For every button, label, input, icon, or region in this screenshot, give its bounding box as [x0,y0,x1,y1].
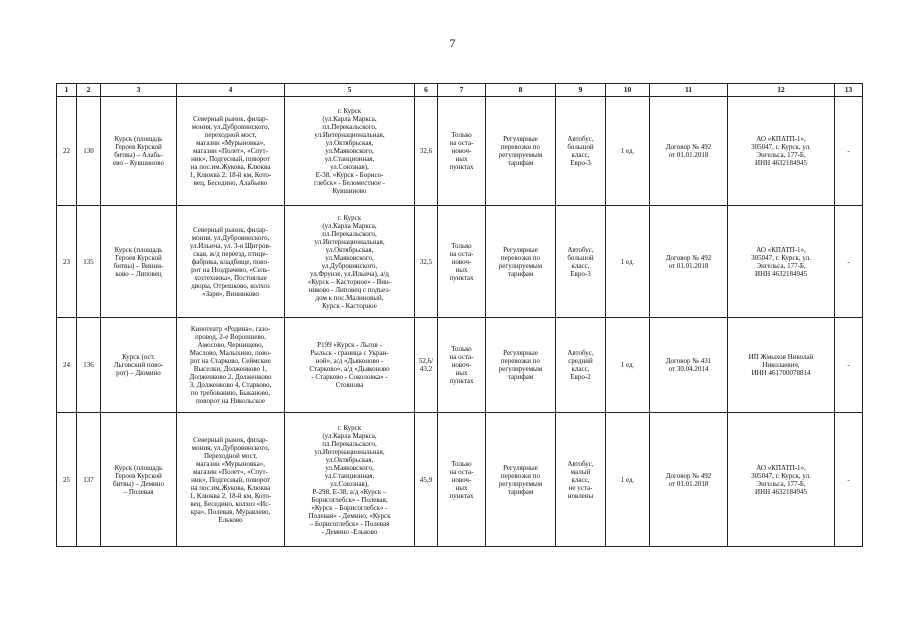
table-cell-col-5: г. Курск (ул.Карла Маркса, пл.Перекальского, ул.Интернациональная, ул.Октябрьская, ул.Маяковского, ул.Станционная, ул.Союзная), Е-38, «Курск - Борисо- глебск» - Беломестное - Кувшиново [285,97,415,206]
table-cell-col-12: ИП Жмыхов Николай Николаевич, ИНН 461700078814 [728,318,835,413]
table-cell-col-13: - [835,413,863,547]
table-cell-col-6: 32,6 [415,97,438,206]
table-cell-col-9: Автобус, большой класс, Евро-3 [556,206,606,318]
header-cell: 12 [728,84,835,97]
table-cell-col-11: Договор № 492 от 01.01.2018 [650,206,728,318]
table-cell-col-7: Только на оста- новоч- ных пунктах [438,97,486,206]
header-cell: 9 [556,84,606,97]
table-row [57,97,863,206]
table-cell-col-12: АО «КПАТП-1», 305047, г. Курск, ул. Энгельса, 177-Б, ИНН 4632184945 [728,206,835,318]
header-cell: 5 [285,84,415,97]
header-cell: 3 [101,84,177,97]
table-cell-col-3: Курск (площадь Героев Курской битвы) – Демино – Полевая [101,413,177,547]
table-cell-col-10: 1 ед. [606,318,650,413]
table-cell-col-7: Только на оста- новоч- ных пунктах [438,318,486,413]
table-cell-col-6: 32,5 [415,206,438,318]
table-cell-col-4: Северный рынок, филар- мония, ул.Дубровинского, переходной мост, магазин «Мурыновка», магазин «Полет», «Спут- ник», Подгесный, поворот на пос.им.Жукова, Клюква 1, Клюква 2, 18-й км, Кото- вец, Беседино, Алабьево [177,97,285,206]
table-cell-col-8: Регулярные перевозки по регулируемым тарифам [486,206,556,318]
table-cell-col-4: Кинотеатр «Родина», газо- провод, 2-е Ворошнево, Амосово, Чернищево, Маслово, Малыхино, пово- рот на Старково, Сеймские Выселки, Долженково 1, Долженково 2, Долженково 3, Долженково 4, Старково, по требованию, Быканово, поворот на Никольское [177,318,285,413]
table-cell-col-1: 25 [57,413,77,547]
header-cell: 2 [77,84,101,97]
page-number: 7 [449,36,456,50]
routes-table [56,83,863,547]
header-cell: 6 [415,84,438,97]
header-cell: 4 [177,84,285,97]
table-cell-col-2: 137 [77,413,101,547]
table-cell-col-12: АО «КПАТП-1», 305047, г. Курск, ул. Энгельса, 177-Б, ИНН 4632184945 [728,413,835,547]
table-cell-col-11: Договор № 492 от 01.01.2018 [650,413,728,547]
table-cell-col-9: Автобус, малый класс, не уста- новлены [556,413,606,547]
table-cell-col-5: г. Курск (ул.Карла Маркса, пл.Перекальского, ул.Интернациональная, ул.Октябрьская, ул.Маяковского, ул.Дубровинского, ул.Фрунзе, ул.Ильича), а/д «Курск – Касторное» - Вин- никово - Липовец с подъез- дом к пос.Малиновый, Курск - Касторное [285,206,415,318]
table-cell-col-3: Курск (ост. Льговский пово- рот) – Дюмино [101,318,177,413]
table-cell-col-13: - [835,206,863,318]
table-cell-col-11: Договор № 492 от 01.01.2018 [650,97,728,206]
table-cell-col-9: Автобус, большой класс, Евро-3 [556,97,606,206]
table-cell-col-10: 1 ед. [606,97,650,206]
table-cell-col-2: 135 [77,206,101,318]
table-row [57,206,863,318]
table-cell-col-6: 45,9 [415,413,438,547]
table-cell-col-11: Договор № 431 от 30.04.2014 [650,318,728,413]
table-cell-col-5: Р199 «Курск - Льгов - Рыльск - граница с Украи- ной», а/д «Дьяконово - Старково», а/д «Дьяконово - Старково - Соколовка» - Стоянова [285,318,415,413]
header-cell: 11 [650,84,728,97]
table-cell-col-4: Северный рынок, филар- мония, ул.Дубровинского, Переходной мост, магазин «Мурыновка», магазин «Полет», «Спут- ник», Подгесный, поворот на пос.им.Жукова, Клюква 1, Клюква 2, 18-й км, Кото- вец, Беседино, колхоз «Ис- кра», Полевая, Муравлево, Ельково [177,413,285,547]
header-row [57,84,863,97]
table-cell-col-4: Северный рынок, филар- мония, ул.Дубровинского, ул.Ильича, ул. 3-я Щигров- ская, ж/д переезд, птице- фабрика, кладбище, пово- рот на Ноздрачево, «Сель- хозтехника», Постоялые дворы, Отрешково, колхоз «Заря», Винниково [177,206,285,318]
table-cell-col-1: 24 [57,318,77,413]
header-cell: 7 [438,84,486,97]
table-cell-col-2: 130 [77,97,101,206]
table-cell-col-1: 22 [57,97,77,206]
table-cell-col-2: 136 [77,318,101,413]
table-cell-col-10: 1 ед. [606,206,650,318]
table-cell-col-13: - [835,318,863,413]
header-cell: 8 [486,84,556,97]
table-cell-col-7: Только на оста- новоч- ных пунктах [438,206,486,318]
table-cell-col-3: Курск (площадь Героев Курской битвы) – Алабь- ево – Кувшиново [101,97,177,206]
table-cell-col-1: 23 [57,206,77,318]
table-row [57,413,863,547]
table-cell-col-8: Регулярные перевозки по регулируемым тарифам [486,318,556,413]
table-row [57,318,863,413]
header-cell: 13 [835,84,863,97]
table-cell-col-8: Регулярные перевозки по регулируемым тарифам [486,413,556,547]
table-cell-col-3: Курск (площадь Героев Курской битвы) – Винни- ково – Липовец [101,206,177,318]
header-cell: 10 [606,84,650,97]
table-cell-col-7: Только на оста- новоч- ных пунктах [438,413,486,547]
table-cell-col-6: 52,6/ 43,2 [415,318,438,413]
table-cell-col-12: АО «КПАТП-1», 305047, г. Курск, ул. Энгельса, 177-Б, ИНН 4632184945 [728,97,835,206]
table-cell-col-9: Автобус, средний класс, Евро-2 [556,318,606,413]
header-cell: 1 [57,84,77,97]
table-cell-col-5: г. Курск (ул.Карла Маркса, пл.Перекальского, ул.Интернациональная, ул.Октябрьская, ул.Маяковского, ул.Станционная, ул.Союзная), Р-298, Е-38, а/д «Курск – Борисоглебск» - Полевая, «Курск – Борисоглебск» - Полевая» - Демино, «Курск – Борисоглебск» - Полевая - Демино -Ельково [285,413,415,547]
table-cell-col-8: Регулярные перевозки по регулируемым тарифам [486,97,556,206]
table-cell-col-13: - [835,97,863,206]
table-cell-col-10: 1 ед. [606,413,650,547]
